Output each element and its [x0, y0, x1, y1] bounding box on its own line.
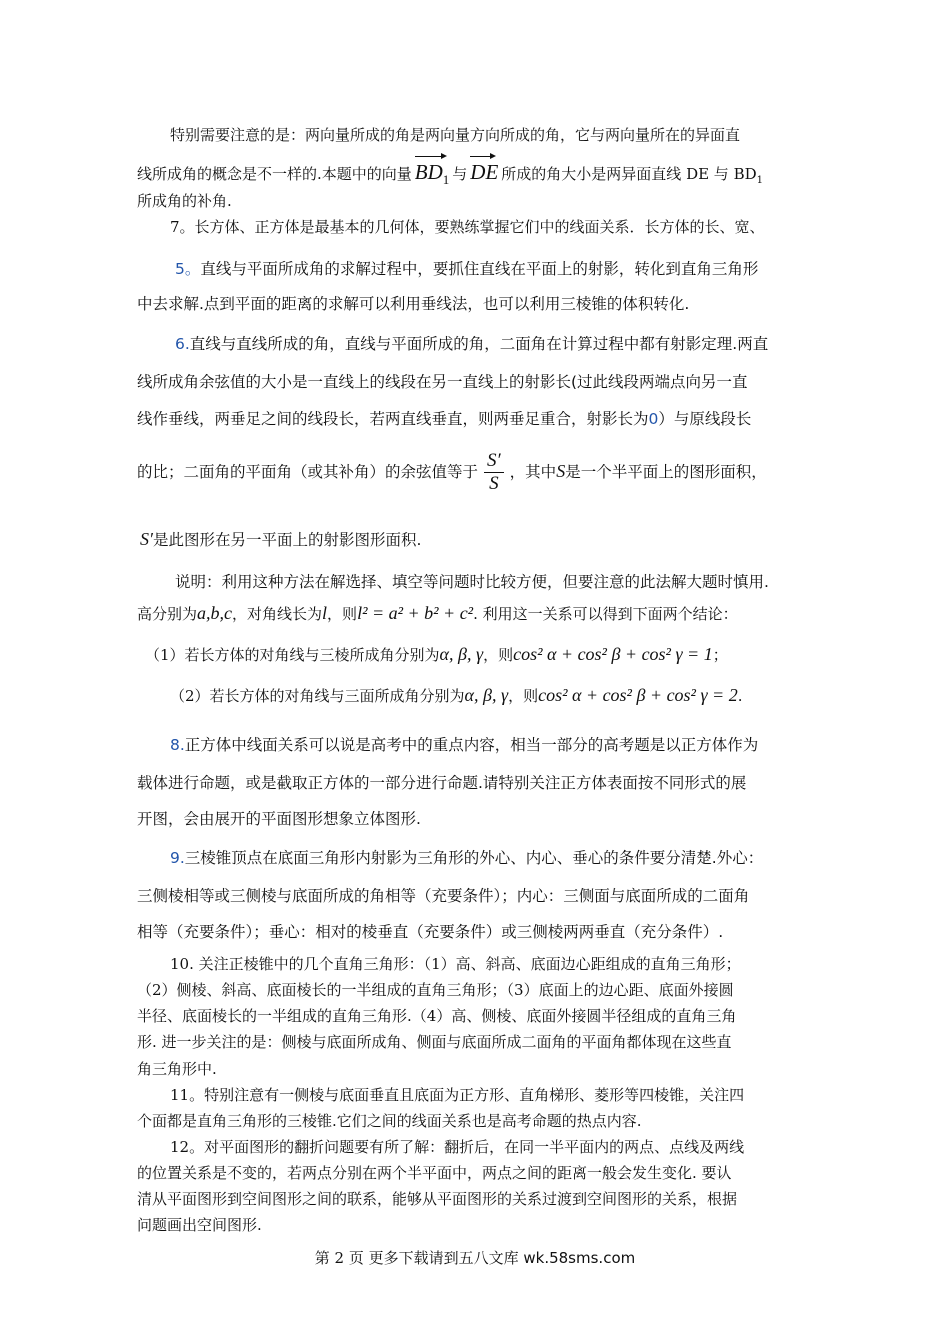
vector-de: DE — [470, 152, 498, 185]
item6-line-3: 线作垂线，两垂足之间的线段长，若两直线垂直，则两垂足重合，射影长为0）与原线段长 — [137, 410, 752, 428]
item9-line-1: 9.三棱锥顶点在底面三角形内射影为三角形的外心、内心、垂心的条件要分清楚.外心： — [170, 849, 764, 867]
note-line-3: 所成角的补角. — [137, 192, 232, 210]
item8-line-2: 载体进行命题，或是截取正方体的一部分进行命题.请特别关注正方体表面按不同形式的展 — [137, 774, 747, 792]
note-line-2: 线所成角的概念是不一样的.本题中的向量 $BD_1$ 与 DE 所成的角大小是两异面直线 DE 与 $BD_1$ — [137, 152, 763, 188]
item11-line-2: 个面都是直角三角形的三棱锥.它们之间的线面关系也是高考命题的热点内容. — [137, 1112, 642, 1130]
item6-line-1: 6.直线与直线所成的角，直线与平面所成的角，二面角在计算过程中都有射影定理.两直 — [175, 335, 769, 353]
note-line-1: 特别需要注意的是：两向量所成的角是两向量方向所成的角，它与两向量所在的异面直 — [170, 126, 741, 144]
item10-line-1: 10. 关注正棱锥中的几个直角三角形：（1）高、斜高、底面边心距组成的直角三角形； — [170, 955, 741, 973]
item7-line-1: 高分别为a,b,c，对角线长为l，则l² = a² + b² + c². 利用这一关系可以得到下面两个结论： — [137, 603, 738, 623]
item6-line-2: 线所成角余弦值的大小是一直线上的线段在另一直线上的射影长(过此线段两端点向另一直 — [137, 373, 748, 391]
item12-line-3: 清从平面图形到空间图形之间的联系，能够从平面图形的关系过渡到空间图形的关系，根据 — [137, 1190, 738, 1208]
item10-line-4: 形. 进一步关注的是：侧棱与底面所成角、侧面与底面所成二面角的平面角都体现在这些直 — [137, 1033, 732, 1051]
item8-line-1: 8.正方体中线面关系可以说是高考中的重点内容，相当一部分的高考题是以正方体作为 — [170, 736, 759, 754]
footer-site-link[interactable]: wk.58sms.com — [523, 1249, 636, 1267]
vector-bd1: $BD_1$ — [415, 152, 450, 188]
item5-line-2: 中去求解.点到平面的距离的求解可以利用垂线法，也可以利用三棱锥的体积转化. — [137, 295, 690, 313]
item11-line-1: 11。特别注意有一侧棱与底面垂直且底面为正方形、直角梯形、菱形等四棱锥，关注四 — [170, 1086, 745, 1104]
item10-line-5: 角三角形中. — [137, 1060, 217, 1078]
method-note: 说明：利用这种方法在解选择、填空等问题时比较方便，但要注意的此法解大题时慎用. — [175, 573, 769, 591]
item9-line-3: 相等（充要条件）；垂心：相对的棱垂直（充要条件）或三侧棱两两垂直（充分条件）. — [137, 923, 724, 941]
item5-line-1: 5。直线与平面所成角的求解过程中，要抓住直线在平面上的射影，转化到直角三角形 — [175, 260, 759, 278]
item10-line-2: （2）侧棱、斜高、底面棱长的一半组成的直角三角形；（3）底面上的边心距、底面外接圆 — [137, 981, 734, 999]
item8-line-3: 开图，会由展开的平面图形想象立体图形. — [137, 810, 421, 828]
item7-conclusion-2: （2）若长方体的对角线与三面所成角分别为α, β, γ，则cos² α + cos² β + cos² γ = 2. — [170, 685, 743, 705]
item9-line-2: 三侧棱相等或三侧棱与底面所成的角相等（充要条件）；内心：三侧面与底面所成的二面角 — [137, 887, 750, 905]
item6-line-4: 的比；二面角的平面角（或其补角）的余弦值等于 $\frac{S'}{S}$ ，其中S是一个半平面上的图形面积， — [137, 450, 767, 494]
fraction-s-prime-over-s: $\frac{S'}{S}$ — [484, 451, 504, 494]
item10-line-3: 半径、底面棱长的一半组成的直角三角形.（4）高、侧棱、底面外接圆半径组成的直角三角 — [137, 1007, 737, 1025]
item7-conclusion-1: （1）若长方体的对角线与三棱所成角分别为α, β, γ，则cos² α + cos² β + cos² γ = 1； — [145, 644, 728, 664]
item12-line-2: 的位置关系是不变的，若两点分别在两个半平面中，两点之间的距离一般会发生变化. 要认 — [137, 1164, 732, 1182]
page-footer — [0, 1247, 950, 1268]
item12-line-4: 问题画出空间图形. — [137, 1216, 262, 1234]
item7-intro: 7。长方体、正方体是最基本的几何体，要熟练掌握它们中的线面关系．长方体的长、宽、 — [170, 218, 765, 236]
item12-line-1: 12。对平面图形的翻折问题要有所了解：翻折后，在同一半平面内的两点、点线及两线 — [170, 1138, 745, 1156]
footer-text: 第 2 页 更多下载请到五八文库 — [314, 1249, 524, 1267]
item6-line-5: S′是此图形在另一平面上的射影图形面积. — [140, 529, 422, 549]
